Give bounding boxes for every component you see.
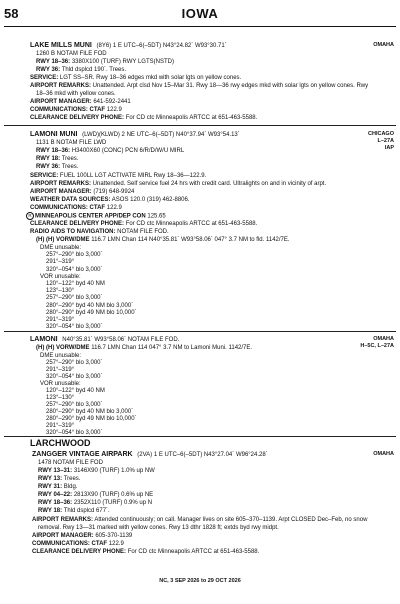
clearance-value: For CD ctc Minneapolis ARTCC at 651-463-5588. <box>125 115 258 121</box>
restriction-line: 291°–319° <box>46 423 75 429</box>
restriction-line: 320°–054° blo 3,000´ <box>46 430 103 436</box>
comm-label: COMMUNICATIONS: CTAF <box>30 205 106 211</box>
vor-label: (H) (H) VORW/DME <box>36 237 90 243</box>
region-label: OMAHA <box>373 336 394 342</box>
remarks-value-1: Attended continuously; on call. Manager lives on site 605–370–1139. Arpt CLOSED Dec–Feb, no snow <box>94 517 368 523</box>
remarks-label: AIRPORT REMARKS: <box>32 517 93 523</box>
restriction-line: 280°–290° byd 49 NM blo 10,000´ <box>46 309 137 316</box>
elev-line: 1260 B NOTAM FILE FOD <box>36 51 107 57</box>
service-label: SERVICE: <box>30 173 59 179</box>
navaid-name: LAMONI <box>30 336 58 343</box>
restriction-line: 123°–130° <box>46 395 75 401</box>
rwy36-label: RWY 36: <box>36 67 61 73</box>
state-title: IOWA <box>181 6 219 21</box>
restriction-line: 257°–290° blo 3,000´ <box>46 295 103 302</box>
rwy3-value: 2352X110 (TURF) 0.9% up N <box>73 500 153 506</box>
restriction-line: 320°–054° blo 3,000´ <box>46 324 103 331</box>
service-value: LGT SS–SR. Rwy 18–36 edges mkd with solar lgts on yellow cones. <box>59 75 242 81</box>
rwy-label: RWY 18–36: <box>36 148 71 154</box>
restriction-line: 257°–290° blo 3,000´ <box>46 360 103 366</box>
page-footer: NC, 3 SEP 2026 to 29 OCT 2026 <box>159 578 241 584</box>
header-rule <box>4 26 396 27</box>
rwy31-label: RWY 31: <box>38 484 63 490</box>
clearance-value: For CD ctc Minneapolis ARTCC at 651-463-5588. <box>127 549 260 555</box>
airport-name: ZANGGER VINTAGE AIRPARK <box>32 451 133 458</box>
app-dep-value: 125.65 <box>147 213 166 220</box>
comm-value: 122.9 <box>108 541 124 547</box>
rwy18-label: RWY 18: <box>36 156 61 162</box>
rwy1-value: 3146X90 (TURF) 1.0% up NW <box>73 468 155 474</box>
remarks-value-1: Unattended. Arpt clsd Nov 15–Mar 31. Rwy 18—36 rwy edges mkd with solar lgts on yellow cones. Rwy <box>92 83 369 89</box>
region-label: OMAHA <box>373 451 394 457</box>
clearance-label: CLEARANCE DELIVERY PHONE: <box>32 549 127 555</box>
restriction-line: 120°–122° byd 40 NM <box>46 281 105 287</box>
section-divider <box>4 436 396 437</box>
manager-value: 641-592-2441 <box>93 99 131 105</box>
restriction-line: 257°–290° blo 3,000´ <box>46 252 103 259</box>
service-value: FUEL 100LL LGT ACTIVATE MIRL Rwy 18–36—122.9. <box>59 173 207 179</box>
rwy18-value: Thld dsplcd 677´. <box>63 508 110 514</box>
ident-line: N40°35.81´ W93°58.06´ NOTAM FILE FOD. <box>62 337 180 343</box>
vor-label: (H) (H) VORW/DME <box>36 345 90 351</box>
radar-service-icon: R <box>26 212 34 220</box>
airport-name: LAKE MILLS MUNI <box>30 42 92 49</box>
region-label: CHICAGO <box>368 131 394 137</box>
weather-label: WEATHER DATA SOURCES: <box>30 197 111 203</box>
restriction-line: 291°–319° <box>46 317 75 323</box>
manager-label: AIRPORT MANAGER: <box>32 533 94 539</box>
section-divider <box>4 331 396 332</box>
nav-aids-value: NOTAM FILE FOD. <box>117 229 169 235</box>
app-dep-label: MINNEAPOLIS CENTER APP/DEP CON <box>35 213 146 220</box>
rwy-value: H3400X60 (CONC) PCN 6/R/D/W/U MIRL <box>71 148 185 154</box>
restriction-heading: DME unusable: <box>40 353 82 359</box>
remarks-value-2: 18–36 mkd with yellow cones. <box>36 91 116 97</box>
comm-value: 122.9 <box>106 205 122 211</box>
restriction-line: 257°–290° blo 3,000´ <box>46 402 103 408</box>
restriction-heading: VOR unusable: <box>40 273 81 280</box>
vor-value: 116.7 LMN Chan 114 N40°35.81´ W93°58.06´ 047° 3.7 NM to fld. 1142/7E. <box>91 237 290 243</box>
rwy2-value: 2813X90 (TURF) 0.6% up NE <box>73 492 154 498</box>
restriction-line: 320°–054° blo 3,000´ <box>46 266 103 273</box>
ident-line: (2VA) 1 E UTC–6(–5DT) N43°27.04´ W96°24.28´ <box>137 452 268 458</box>
rwy2-label: RWY 04–22: <box>38 492 73 498</box>
clearance-label: CLEARANCE DELIVERY PHONE: <box>30 221 125 227</box>
nav-aids-label: RADIO AIDS TO NAVIGATION: <box>30 229 116 235</box>
restriction-line: 291°–319° <box>46 367 75 373</box>
ident-line: (8Y6) 1 E UTC–6(–5DT) N43°24.82´ W93°30.71´ <box>96 43 227 49</box>
rwy-label: RWY 18–36: <box>36 59 71 65</box>
manager-label: AIRPORT MANAGER: <box>30 189 92 195</box>
elev-line: 1131 B NOTAM FILE LWD <box>36 140 107 146</box>
elev-line: 1478 NOTAM FILE FOD <box>38 460 103 466</box>
comm-label: COMMUNICATIONS: CTAF <box>32 541 108 547</box>
rwy-value: 3380X100 (TURF) RWY LGTS(NSTD) <box>71 59 174 65</box>
rwy36-label: RWY 36: <box>36 164 61 170</box>
manager-value: (719) 648-9924 <box>93 189 135 195</box>
rwy13-label: RWY 13: <box>38 476 63 482</box>
city-name: LARCHWOOD <box>30 438 91 448</box>
chart-label: L–27A <box>377 138 394 144</box>
vor-value: 116.7 LMN Chan 114 047° 3.7 NM to Lamoni Muni. 1142/7E. <box>91 345 253 351</box>
remarks-label: AIRPORT REMARKS: <box>30 181 91 187</box>
rwy36-value: Trees. <box>61 164 79 170</box>
comm-value: 122.9 <box>106 107 122 113</box>
restriction-line: 291°–319° <box>46 259 75 266</box>
clearance-value: For CD ctc Minneapolis ARTCC at 651-463-5588. <box>125 221 258 227</box>
restriction-line: 280°–290° byd 40 NM blo 3,000´ <box>46 409 134 415</box>
service-label: SERVICE: <box>30 75 59 81</box>
remarks-value-2: removal. Rwy 13—31 marked with yellow cones. Rwy 13 dthr 1828 ft; extds byd rwy midpt. <box>38 525 279 531</box>
region-label: OMAHA <box>373 42 394 48</box>
restriction-line: 120°–122° byd 40 NM <box>46 388 105 394</box>
restriction-line: 123°–130° <box>46 288 75 295</box>
restriction-line: 320°–054° blo 3,000´ <box>46 374 103 380</box>
weather-value: ASOS 120.0 (319) 462-8806. <box>111 197 190 203</box>
remarks-value: Unattended. Self service fuel 24 hrs with credit card. Ultralights on and in vicinity of arpt. <box>92 181 327 187</box>
restriction-heading: DME unusable: <box>40 245 82 251</box>
page-header <box>0 0 400 26</box>
rwy3-label: RWY 18–36: <box>38 500 73 506</box>
page-number: 58 <box>4 6 19 21</box>
manager-label: AIRPORT MANAGER: <box>30 99 92 105</box>
clearance-label: CLEARANCE DELIVERY PHONE: <box>30 115 125 121</box>
restriction-line: 280°–290° byd 49 NM blo 10,000´ <box>46 416 137 422</box>
ident-line: (LWD)(KLWD) 2 NE UTC–6(–5DT) N40°37.94´ W93°54.13´ <box>82 132 240 138</box>
chart-label: H–5C, L–27A <box>360 343 394 349</box>
restriction-line: 280°–290° byd 40 NM blo 3,000´ <box>46 302 134 309</box>
manager-value: 605-370-1139 <box>95 533 133 539</box>
airport-name: LAMONI MUNI <box>30 131 78 138</box>
comm-label: COMMUNICATIONS: CTAF <box>30 107 106 113</box>
rwy1-label: RWY 13–31: <box>38 468 73 474</box>
rwy18-value: Trees. <box>61 156 79 162</box>
restriction-heading: VOR unusable: <box>40 381 81 387</box>
section-divider <box>4 125 396 126</box>
rwy31-value: Bldg. <box>63 484 78 490</box>
iap-label: IAP <box>384 145 394 151</box>
rwy13-value: Trees. <box>63 476 81 482</box>
rwy36-value: Thld dsplcd 190´. Trees. <box>61 67 127 73</box>
rwy18-label: RWY 18: <box>38 508 63 514</box>
remarks-label: AIRPORT REMARKS: <box>30 83 91 89</box>
